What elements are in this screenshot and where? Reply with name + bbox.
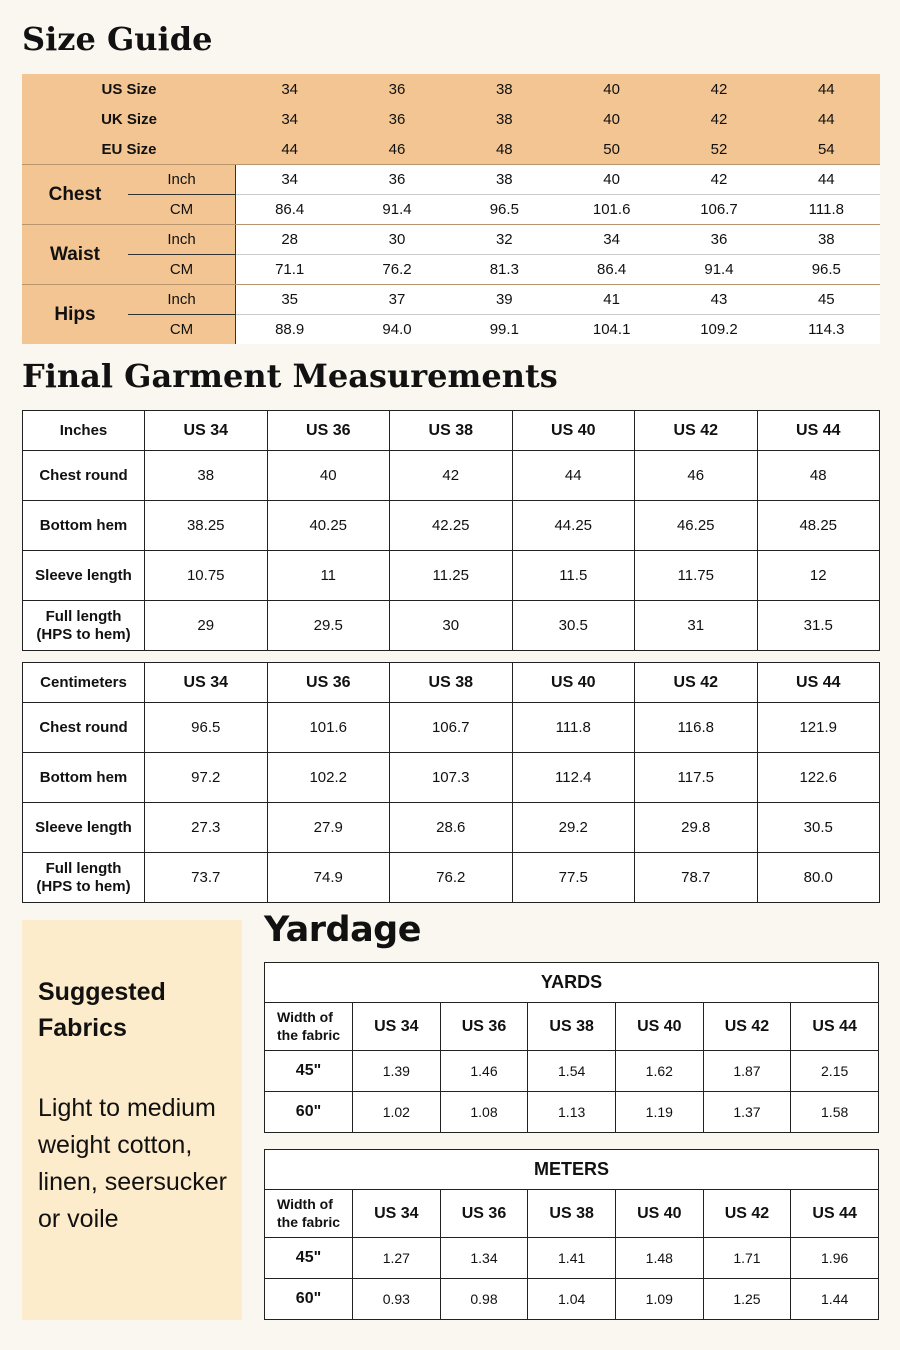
waist-block	[22, 224, 880, 284]
row-label: Bottom hem	[23, 501, 145, 551]
cell: 114.3	[808, 320, 845, 338]
width-header-line2: the fabric	[277, 1026, 341, 1043]
cell: 36	[388, 110, 406, 128]
cell: 38	[495, 80, 513, 98]
cell: 48.25	[757, 501, 880, 551]
cell: 36	[388, 170, 406, 188]
cell: 106.7	[700, 200, 738, 218]
us-size-row	[22, 74, 880, 104]
measure-name: Waist	[50, 243, 100, 265]
cell: 27.9	[267, 803, 390, 853]
cell: 30	[388, 230, 406, 248]
unit-cm: CM	[169, 320, 194, 338]
width-header-line2: the fabric	[277, 1213, 341, 1230]
cell: 1.54	[528, 1051, 616, 1092]
size-header: US 44	[757, 663, 880, 703]
unit-header: Inches	[23, 411, 145, 451]
cell: 94.0	[382, 320, 412, 338]
cell: 41	[603, 290, 620, 308]
width-header	[265, 1003, 353, 1051]
row-label-line2: (HPS to hem)	[36, 625, 131, 643]
unit-cm: CM	[169, 260, 194, 278]
cell: 34	[281, 170, 298, 188]
unit-inch: Inch	[128, 225, 235, 255]
cell: 111.8	[808, 200, 844, 218]
cell: 34	[281, 110, 298, 128]
cell: 28	[281, 230, 298, 248]
cell: 42	[710, 170, 728, 188]
measure-name: Chest	[48, 183, 102, 205]
cell: 50	[603, 140, 620, 158]
size-guide-table	[22, 74, 880, 344]
eu-size-row	[22, 134, 880, 164]
cell: 29	[145, 601, 268, 651]
cell: 1.48	[615, 1238, 703, 1279]
cell: 30.5	[757, 803, 880, 853]
cell: 78.7	[635, 853, 758, 903]
cell: 76.2	[382, 260, 412, 278]
cell: 88.9	[275, 320, 305, 338]
unit-inch: Inch	[128, 165, 235, 195]
size-header: US 42	[703, 1003, 791, 1051]
cell: 40.25	[267, 501, 390, 551]
cell: 86.4	[275, 200, 305, 218]
cell: 1.13	[528, 1092, 616, 1133]
cell: 112.4	[512, 753, 635, 803]
size-header: US 42	[635, 663, 758, 703]
cell: 10.75	[145, 551, 268, 601]
garment-inches-table	[22, 410, 880, 651]
size-header: US 44	[791, 1003, 879, 1051]
cell: 32	[495, 230, 513, 248]
fabrics-title: Suggested Fabrics	[38, 978, 166, 1042]
width-header-line1: Width of	[277, 1009, 333, 1025]
size-guide-title: Size Guide	[22, 20, 213, 58]
cell: 38	[817, 230, 835, 248]
yardage-title: Yardage	[264, 910, 421, 950]
unit-cm: CM	[169, 200, 194, 218]
size-header: US 38	[528, 1190, 616, 1238]
hips-block	[22, 284, 880, 344]
cell: 81.3	[489, 260, 519, 278]
cell: 34	[281, 80, 298, 98]
width-label: 60"	[265, 1279, 353, 1320]
cell: 44	[817, 110, 835, 128]
size-header: US 40	[615, 1003, 703, 1051]
cell: 37	[388, 290, 406, 308]
cell: 44	[817, 170, 835, 188]
cell: 29.8	[635, 803, 758, 853]
cell: 1.02	[353, 1092, 441, 1133]
cell: 73.7	[145, 853, 268, 903]
cell: 43	[710, 290, 728, 308]
cell: 122.6	[757, 753, 880, 803]
size-header: US 44	[791, 1190, 879, 1238]
cell: 0.93	[353, 1279, 441, 1320]
cell: 1.41	[528, 1238, 616, 1279]
yardage-yards-table	[264, 962, 879, 1133]
size-header: US 42	[635, 411, 758, 451]
cell: 1.71	[703, 1238, 791, 1279]
width-label: 60"	[265, 1092, 353, 1133]
cell: 111.8	[512, 703, 635, 753]
cell: 116.8	[635, 703, 758, 753]
cell: 11.5	[512, 551, 635, 601]
cell: 1.39	[353, 1051, 441, 1092]
cell: 77.5	[512, 853, 635, 903]
cell: 121.9	[757, 703, 880, 753]
uk-size-row	[22, 104, 880, 134]
cell: 46	[388, 140, 406, 158]
size-header: US 44	[757, 411, 880, 451]
size-header: US 34	[145, 663, 268, 703]
row-label: Bottom hem	[23, 753, 145, 803]
row-label-line1: Full length	[45, 607, 122, 625]
cell: 0.98	[440, 1279, 528, 1320]
cell: 1.62	[615, 1051, 703, 1092]
size-header: US 38	[528, 1003, 616, 1051]
cell: 44	[817, 80, 835, 98]
cell: 45	[817, 290, 835, 308]
cell: 48	[495, 140, 513, 158]
cell: 74.9	[267, 853, 390, 903]
fabrics-description: Light to medium weight cotton, linen, seersucker or voile	[38, 1094, 227, 1233]
cell: 107.3	[390, 753, 513, 803]
cell: 38.25	[145, 501, 268, 551]
row-label: Sleeve length	[23, 551, 145, 601]
cell: 36	[710, 230, 728, 248]
cell: 1.27	[353, 1238, 441, 1279]
cell: 27.3	[145, 803, 268, 853]
row-label: UK Size	[101, 110, 157, 128]
cell: 30.5	[512, 601, 635, 651]
cell: 35	[281, 290, 298, 308]
width-label: 45"	[265, 1051, 353, 1092]
cell: 46.25	[635, 501, 758, 551]
cell: 40	[267, 451, 390, 501]
size-header: US 38	[390, 411, 513, 451]
cell: 71.1	[275, 260, 305, 278]
final-garment-title: Final Garment Measurements	[22, 357, 558, 395]
row-label	[23, 853, 145, 903]
chest-block	[22, 164, 880, 224]
cell: 34	[603, 230, 620, 248]
size-header: US 36	[267, 411, 390, 451]
size-guide-header	[22, 74, 880, 164]
cell: 11.75	[635, 551, 758, 601]
cell: 44	[281, 140, 298, 158]
cell: 96.5	[489, 200, 519, 218]
size-header: US 42	[703, 1190, 791, 1238]
cell: 40	[603, 110, 620, 128]
cell: 1.96	[791, 1238, 879, 1279]
size-header: US 36	[440, 1190, 528, 1238]
cell: 40	[603, 170, 620, 188]
cell: 102.2	[267, 753, 390, 803]
cell: 42	[710, 80, 728, 98]
table-caption: YARDS	[265, 963, 879, 1003]
cell: 12	[757, 551, 880, 601]
cell: 38	[495, 170, 513, 188]
cell: 44.25	[512, 501, 635, 551]
cell: 38	[495, 110, 513, 128]
cell: 48	[757, 451, 880, 501]
cell: 80.0	[757, 853, 880, 903]
cell: 99.1	[489, 320, 519, 338]
cell: 42	[710, 110, 728, 128]
cell: 106.7	[390, 703, 513, 753]
size-header: US 38	[390, 663, 513, 703]
unit-header: Centimeters	[23, 663, 145, 703]
cell: 91.4	[382, 200, 412, 218]
row-label: Chest round	[23, 703, 145, 753]
cell: 1.09	[615, 1279, 703, 1320]
cell: 86.4	[597, 260, 627, 278]
cell: 1.25	[703, 1279, 791, 1320]
cell: 31.5	[757, 601, 880, 651]
size-header: US 40	[512, 663, 635, 703]
garment-centimeters-table	[22, 662, 880, 903]
cell: 1.46	[440, 1051, 528, 1092]
cell: 1.08	[440, 1092, 528, 1133]
cell: 1.34	[440, 1238, 528, 1279]
cell: 42	[390, 451, 513, 501]
size-header: US 34	[353, 1003, 441, 1051]
unit-inch: Inch	[128, 285, 235, 315]
cell: 29.2	[512, 803, 635, 853]
cell: 1.44	[791, 1279, 879, 1320]
cell: 46	[635, 451, 758, 501]
suggested-fabrics-panel	[22, 920, 242, 1320]
cell: 39	[495, 290, 513, 308]
size-header: US 34	[353, 1190, 441, 1238]
cell: 1.87	[703, 1051, 791, 1092]
cell: 1.04	[528, 1279, 616, 1320]
row-label: EU Size	[101, 140, 157, 158]
cell: 96.5	[145, 703, 268, 753]
cell: 44	[512, 451, 635, 501]
width-label: 45"	[265, 1238, 353, 1279]
row-label-line2: (HPS to hem)	[36, 877, 131, 895]
cell: 1.58	[791, 1092, 879, 1133]
table-caption: METERS	[265, 1150, 879, 1190]
cell: 38	[145, 451, 268, 501]
size-header: US 36	[267, 663, 390, 703]
cell: 2.15	[791, 1051, 879, 1092]
cell: 11	[267, 551, 390, 601]
cell: 1.37	[703, 1092, 791, 1133]
size-header: US 36	[440, 1003, 528, 1051]
cell: 101.6	[592, 200, 631, 218]
cell: 31	[635, 601, 758, 651]
cell: 29.5	[267, 601, 390, 651]
size-header: US 34	[145, 411, 268, 451]
cell: 104.1	[592, 320, 631, 338]
cell: 96.5	[811, 260, 841, 278]
cell: 54	[817, 140, 835, 158]
row-label: US Size	[101, 80, 157, 98]
cell: 42.25	[390, 501, 513, 551]
row-label: Sleeve length	[23, 803, 145, 853]
cell: 36	[388, 80, 406, 98]
width-header-line1: Width of	[277, 1196, 333, 1212]
measure-name: Hips	[54, 303, 96, 325]
cell: 1.19	[615, 1092, 703, 1133]
cell: 52	[710, 140, 728, 158]
cell: 101.6	[267, 703, 390, 753]
row-label: Chest round	[23, 451, 145, 501]
cell: 40	[603, 80, 620, 98]
cell: 97.2	[145, 753, 268, 803]
cell: 28.6	[390, 803, 513, 853]
yardage-meters-table	[264, 1149, 879, 1320]
row-label-line1: Full length	[45, 859, 122, 877]
cell: 117.5	[635, 753, 758, 803]
cell: 76.2	[390, 853, 513, 903]
size-header: US 40	[615, 1190, 703, 1238]
cell: 11.25	[390, 551, 513, 601]
cell: 30	[390, 601, 513, 651]
cell: 109.2	[700, 320, 738, 338]
size-header: US 40	[512, 411, 635, 451]
row-label	[23, 601, 145, 651]
width-header	[265, 1190, 353, 1238]
cell: 91.4	[704, 260, 734, 278]
